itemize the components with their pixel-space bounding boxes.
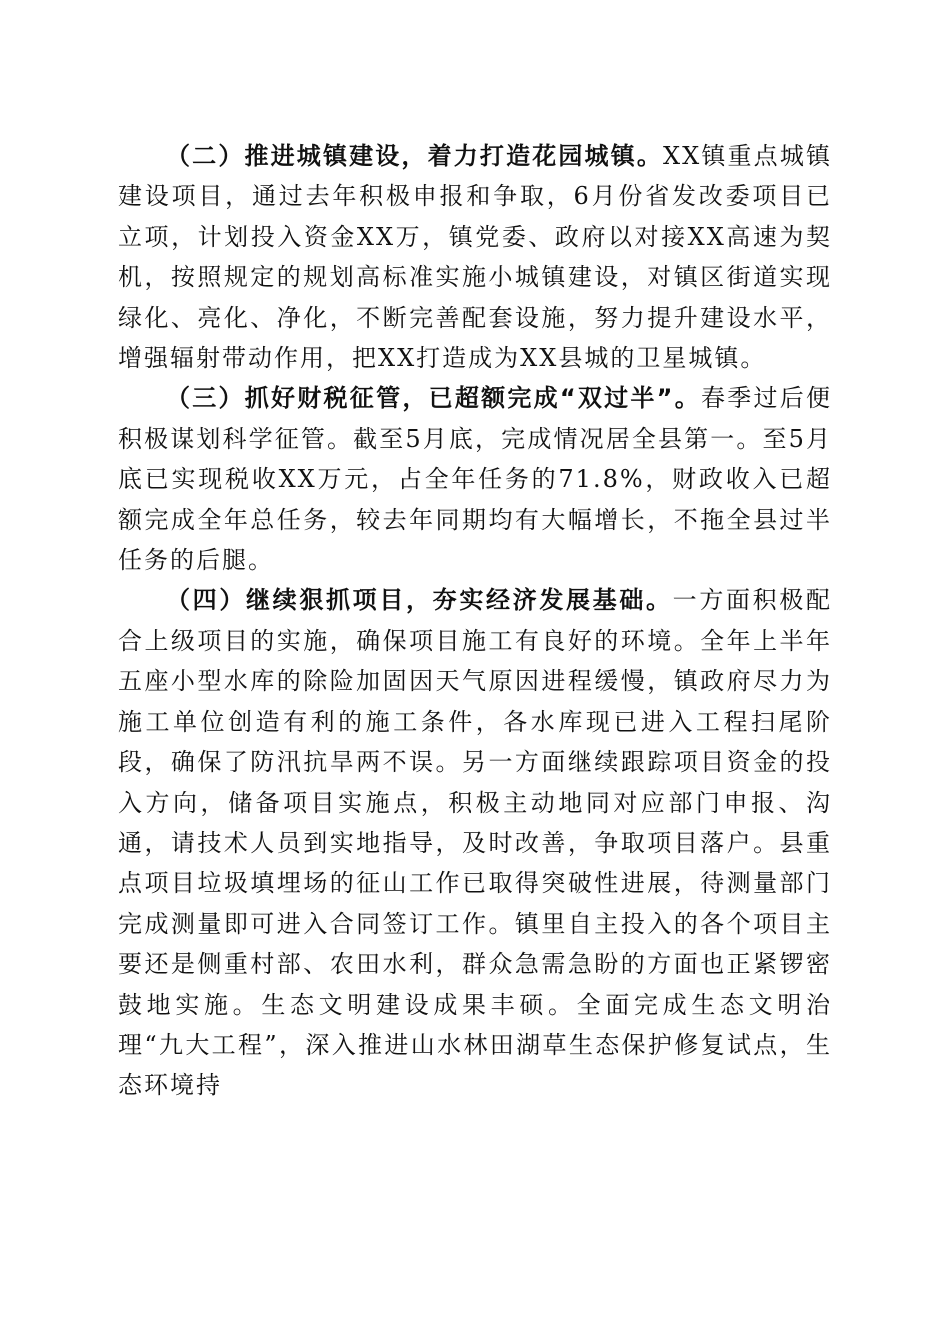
- paragraph-projects: [118, 580, 832, 1105]
- paragraph-heading: （四）继续狠抓项目，夯实经济发展基础。: [166, 586, 673, 615]
- paragraph-heading: （三）抓好财税征管，已超额完成“双过半”。: [166, 384, 701, 413]
- paragraph-text: 春季过后便积极谋划科学征管。截至5月底，完成情况居全县第一。至5月底已实现税收XX万元，占全年任务的71.8%，财政收入已超额完成全年总任务，较去年同期均有大幅增长，不拖全县过半任务的后腿。: [118, 384, 833, 575]
- paragraph-tax-collection: [118, 378, 832, 580]
- paragraph-text: 一方面积极配合上级项目的实施，确保项目施工有良好的环境。全年上半年五座小型水库的除险加固因天气原因进程缓慢，镇政府尽力为施工单位创造有利的施工条件，各水库现已进入工程扫尾阶段，确保了防汛抗旱两不误。另一方面继续跟踪项目资金的投入方向，储备项目实施点，积极主动地同对应部门申报、沟通，请技术人员到实地指导，及时改善，争取项目落户。县重点项目垃圾填埋场的征山工作已取得突破性进展，待测量部门完成测量即可进入合同签订工作。镇里自主投入的各个项目主要还是侧重村部、农田水利，群众急需急盼的方面也正紧锣密鼓地实施。生态文明建设成果丰硕。全面完成生态文明治理“九大工程”，深入推进山水林田湖草生态保护修复试点，生态环境持: [118, 586, 833, 1100]
- paragraph-urban-construction: [118, 136, 832, 378]
- paragraph-text: XX镇重点城镇建设项目，通过去年积极申报和争取，6月份省发改委项目已立项，计划投入资金XX万，镇党委、政府以对接XX高速为契机，按照规定的规划高标准实施小城镇建设，对镇区街道实现绿化、亮化、净化，不断完善配套设施，努力提升建设水平，增强辐射带动作用，把XX打造成为XX县城的卫星城镇。: [118, 142, 833, 373]
- document-body: [118, 136, 832, 1106]
- paragraph-heading: （二）推进城镇建设，着力打造花园城镇。: [166, 142, 664, 170]
